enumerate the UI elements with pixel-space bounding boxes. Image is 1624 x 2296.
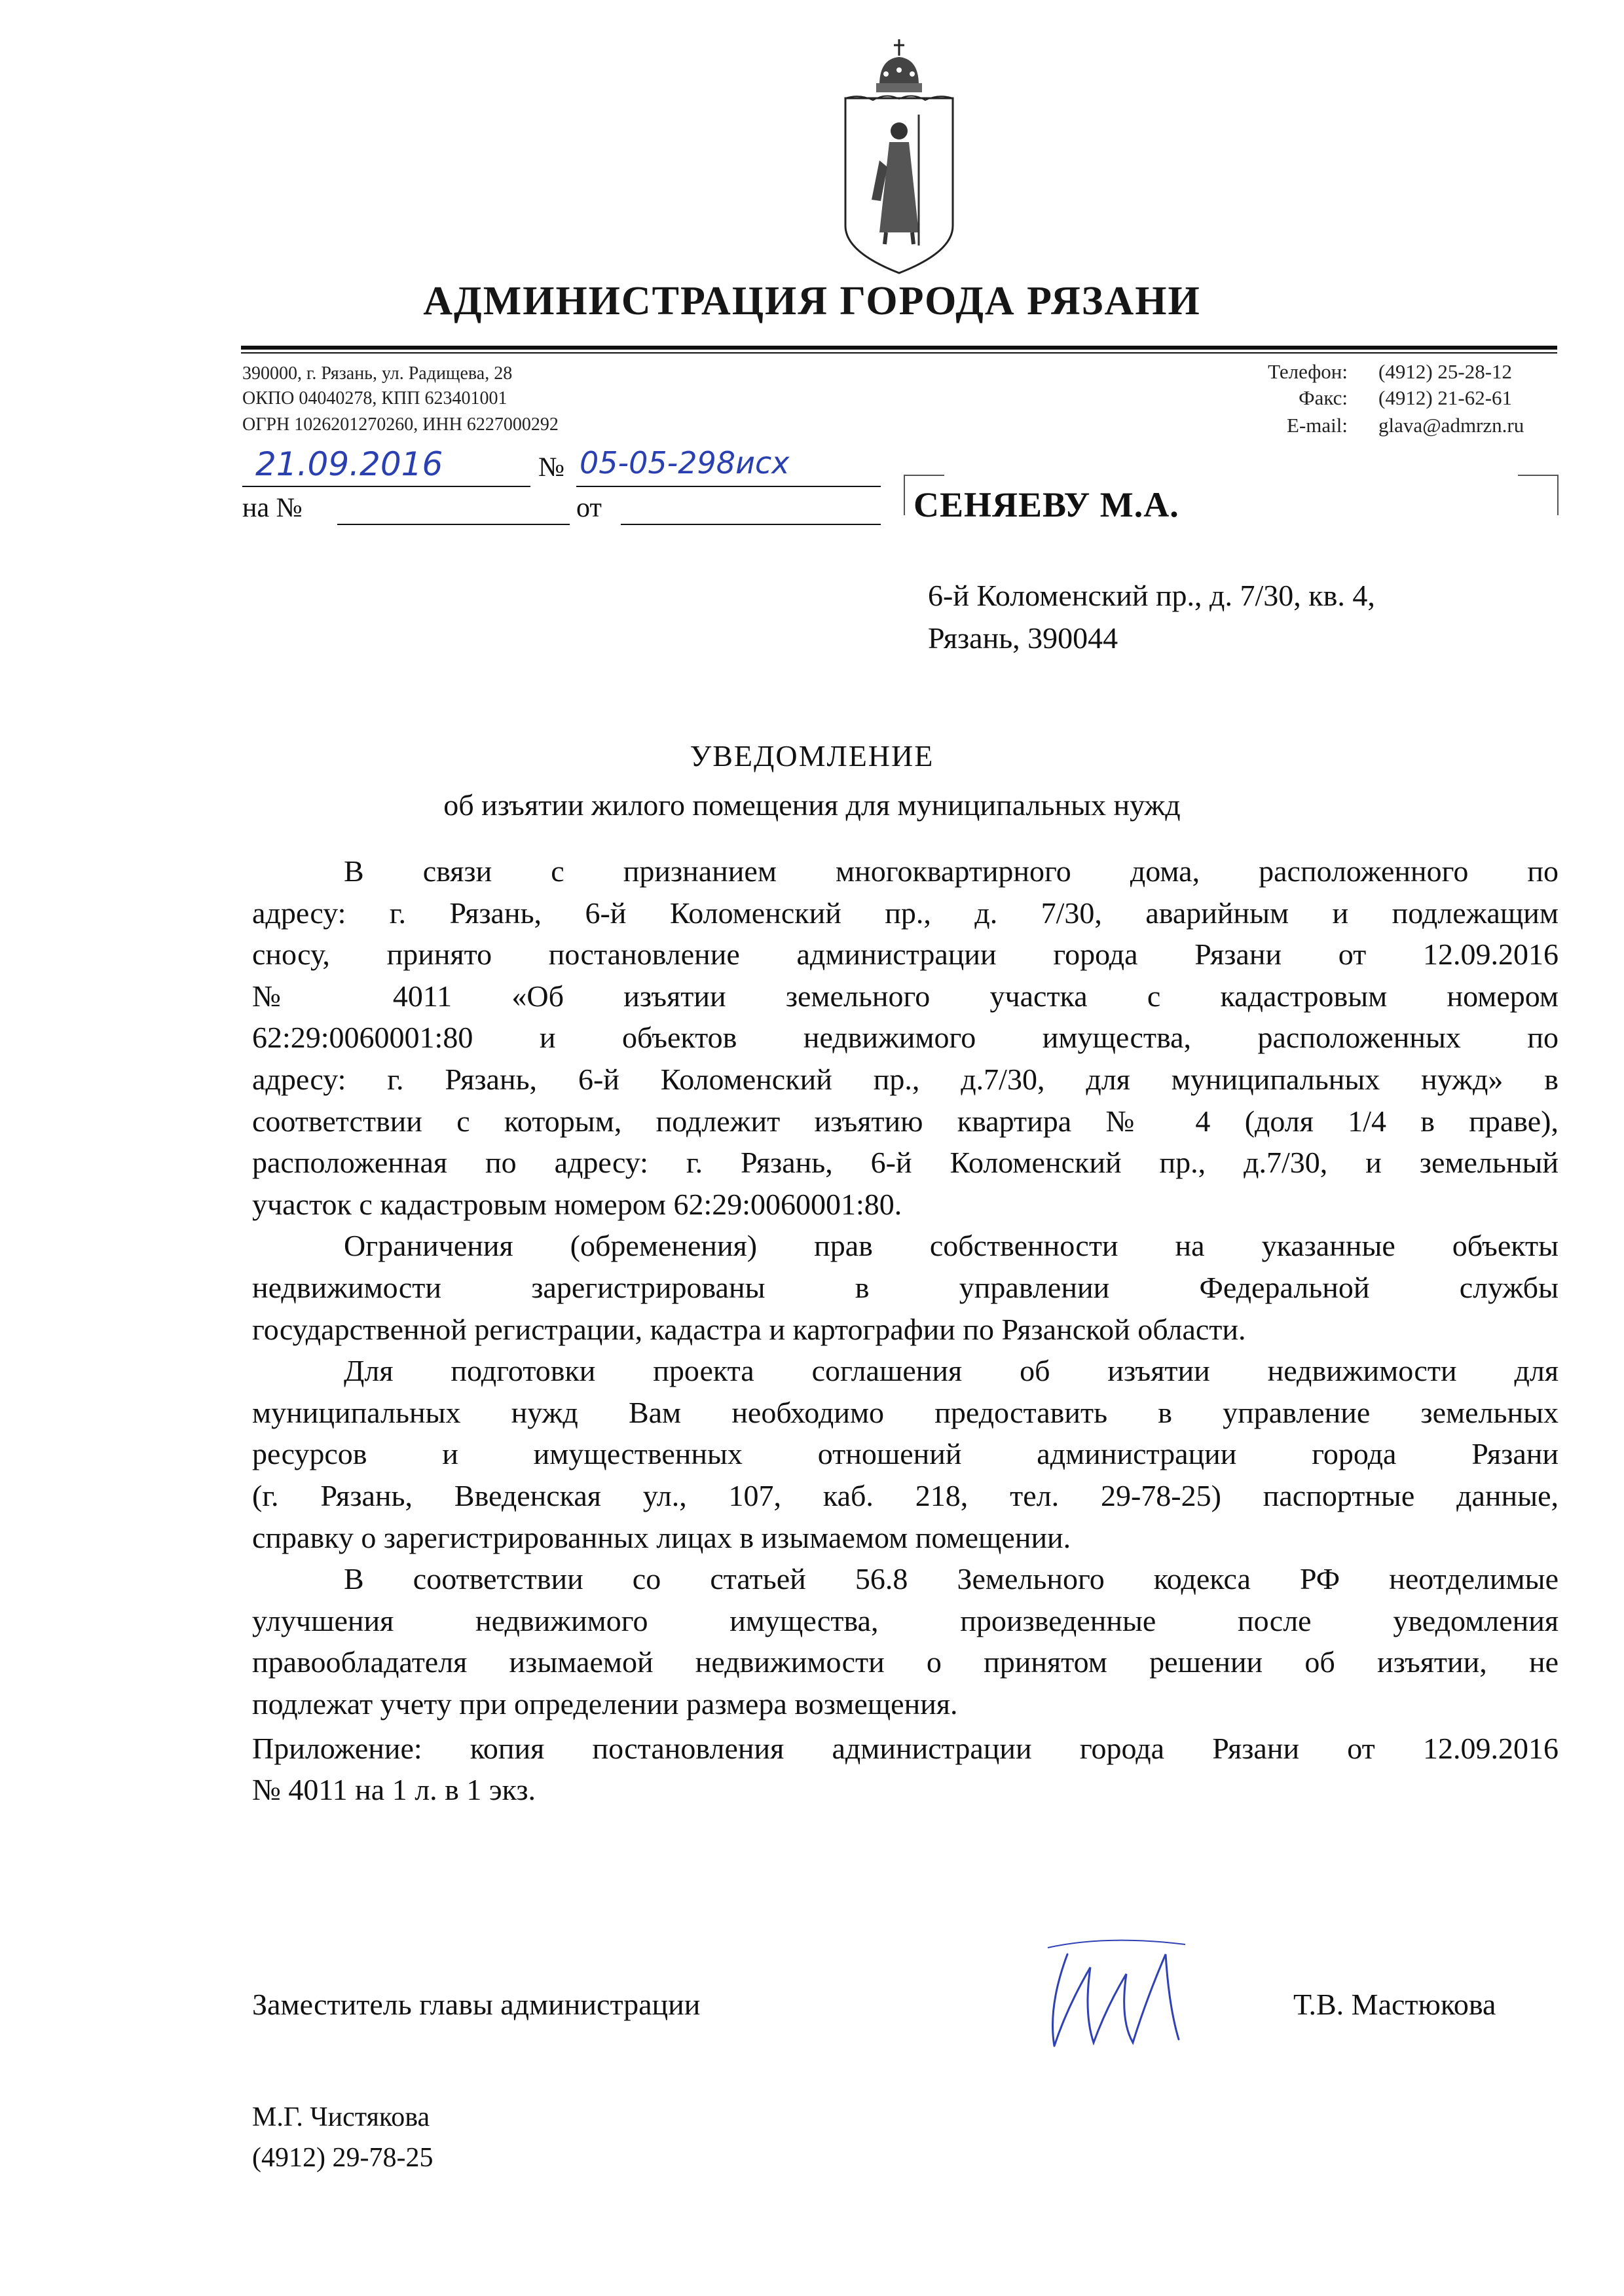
body-line: недвижимости зарегистрированы в управлении Федеральной службы: [252, 1271, 1559, 1304]
body-line: Ограничения (обременения) прав собственности на указанные объекты: [344, 1229, 1559, 1263]
body-line: В связи с признанием многоквартирного дома, расположенного по: [344, 854, 1559, 888]
executor-phone: (4912) 29-78-25: [252, 2143, 434, 2173]
header-rule-thin: [241, 352, 1557, 354]
signatory-position: Заместитель главы администрации: [252, 1988, 701, 2021]
signatory-name: Т.В. Мастюкова: [1293, 1988, 1496, 2021]
letterhead-address-line: 390000, г. Рязань, ул. Радищева, 28: [242, 363, 513, 384]
recipient-city-line: Рязань, 390044: [928, 621, 1118, 655]
email-value: glava@admrzn.ru: [1378, 414, 1524, 437]
body-line: подлежат учету при определении размера возмещения.: [252, 1687, 958, 1721]
coat-of-arms-emblem: [834, 36, 965, 278]
number-underline: [576, 486, 881, 487]
registration-number-label: №: [538, 452, 565, 483]
body-line: В соответствии со статьей 56.8 Земельного кодекса РФ неотделимые: [344, 1562, 1559, 1596]
phone-label: Телефон:: [1268, 360, 1348, 383]
address-corner-right: [1518, 475, 1559, 515]
body-line: сносу, принято постановление администрации города Рязани от 12.09.2016: [252, 938, 1559, 972]
registration-date: 21.09.2016: [255, 445, 443, 483]
letterhead-ogrn-line: ОГРН 1026201270260, ИНН 6227000292: [242, 414, 559, 435]
fax-label: Факс:: [1299, 386, 1348, 409]
body-line: № 4011 «Об изъятии земельного участка с кадастровым номером: [252, 979, 1559, 1013]
body-line: Для подготовки проекта соглашения об изъятии недвижимости для: [344, 1354, 1559, 1388]
body-line: государственной регистрации, кадастра и картографии по Рязанской области.: [252, 1312, 1246, 1346]
body-line: муниципальных нужд Вам необходимо предоставить в управление земельных: [252, 1395, 1559, 1429]
org-title: АДМИНИСТРАЦИЯ ГОРОДА РЯЗАНИ: [423, 279, 1201, 323]
body-line: правообладателя изымаемой недвижимости о принятом решении об изъятии, не: [252, 1645, 1559, 1679]
phone-value: (4912) 25-28-12: [1378, 360, 1513, 383]
letterhead-codes-line: ОКПО 04040278, КПП 623401001: [242, 388, 507, 409]
ref-number-label: на №: [242, 493, 303, 523]
header-rule-thick: [241, 346, 1557, 350]
recipient-address-line: 6-й Коломенский пр., д. 7/30, кв. 4,: [928, 579, 1375, 612]
body-line: адресу: г. Рязань, 6-й Коломенский пр., д.7/30, для муниципальных нужд» в: [252, 1063, 1559, 1096]
body-line: расположенная по адресу: г. Рязань, 6-й Коломенский пр., д.7/30, и земельный: [252, 1146, 1559, 1180]
body-line: справку о зарегистрированных лицах в изымаемом помещении.: [252, 1520, 1071, 1554]
email-label: E-mail:: [1287, 414, 1348, 437]
body-line: соответствии с которым, подлежит изъятию квартира № 4 (доля 1/4 в праве),: [252, 1104, 1559, 1138]
recipient-name: СЕНЯЕВУ М.А.: [913, 485, 1179, 524]
body-line: № 4011 на 1 л. в 1 экз.: [252, 1773, 536, 1807]
fax-value: (4912) 21-62-61: [1378, 386, 1513, 409]
body-line: участок с кадастровым номером 62:29:0060001:80.: [252, 1187, 902, 1221]
ref-number-blank: [337, 524, 570, 525]
date-underline: [242, 486, 530, 487]
registration-number: 05-05-298исх: [580, 445, 790, 481]
body-line: Приложение: копия постановления администрации города Рязани от 12.09.2016: [252, 1731, 1559, 1765]
body-line: 62:29:0060001:80 и объектов недвижимого имущества, расположенных по: [252, 1021, 1559, 1055]
document-subtitle: об изъятии жилого помещения для муниципальных нужд: [443, 788, 1181, 822]
body-line: (г. Рязань, Введенская ул., 107, каб. 218, тел. 29-78-25) паспортные данные,: [252, 1479, 1559, 1512]
executor-name: М.Г. Чистякова: [252, 2102, 430, 2132]
body-line: улучшения недвижимого имущества, произведенные после уведомления: [252, 1603, 1559, 1637]
body-line: адресу: г. Рязань, 6-й Коломенский пр., д. 7/30, аварийным и подлежащим: [252, 896, 1559, 930]
ref-date-blank: [621, 524, 881, 525]
ref-from-label: от: [576, 493, 602, 523]
document-title: УВЕДОМЛЕНИЕ: [690, 739, 934, 773]
body-line: ресурсов и имущественных отношений администрации города Рязани: [252, 1437, 1559, 1471]
handwritten-signature: [1028, 1928, 1205, 2059]
